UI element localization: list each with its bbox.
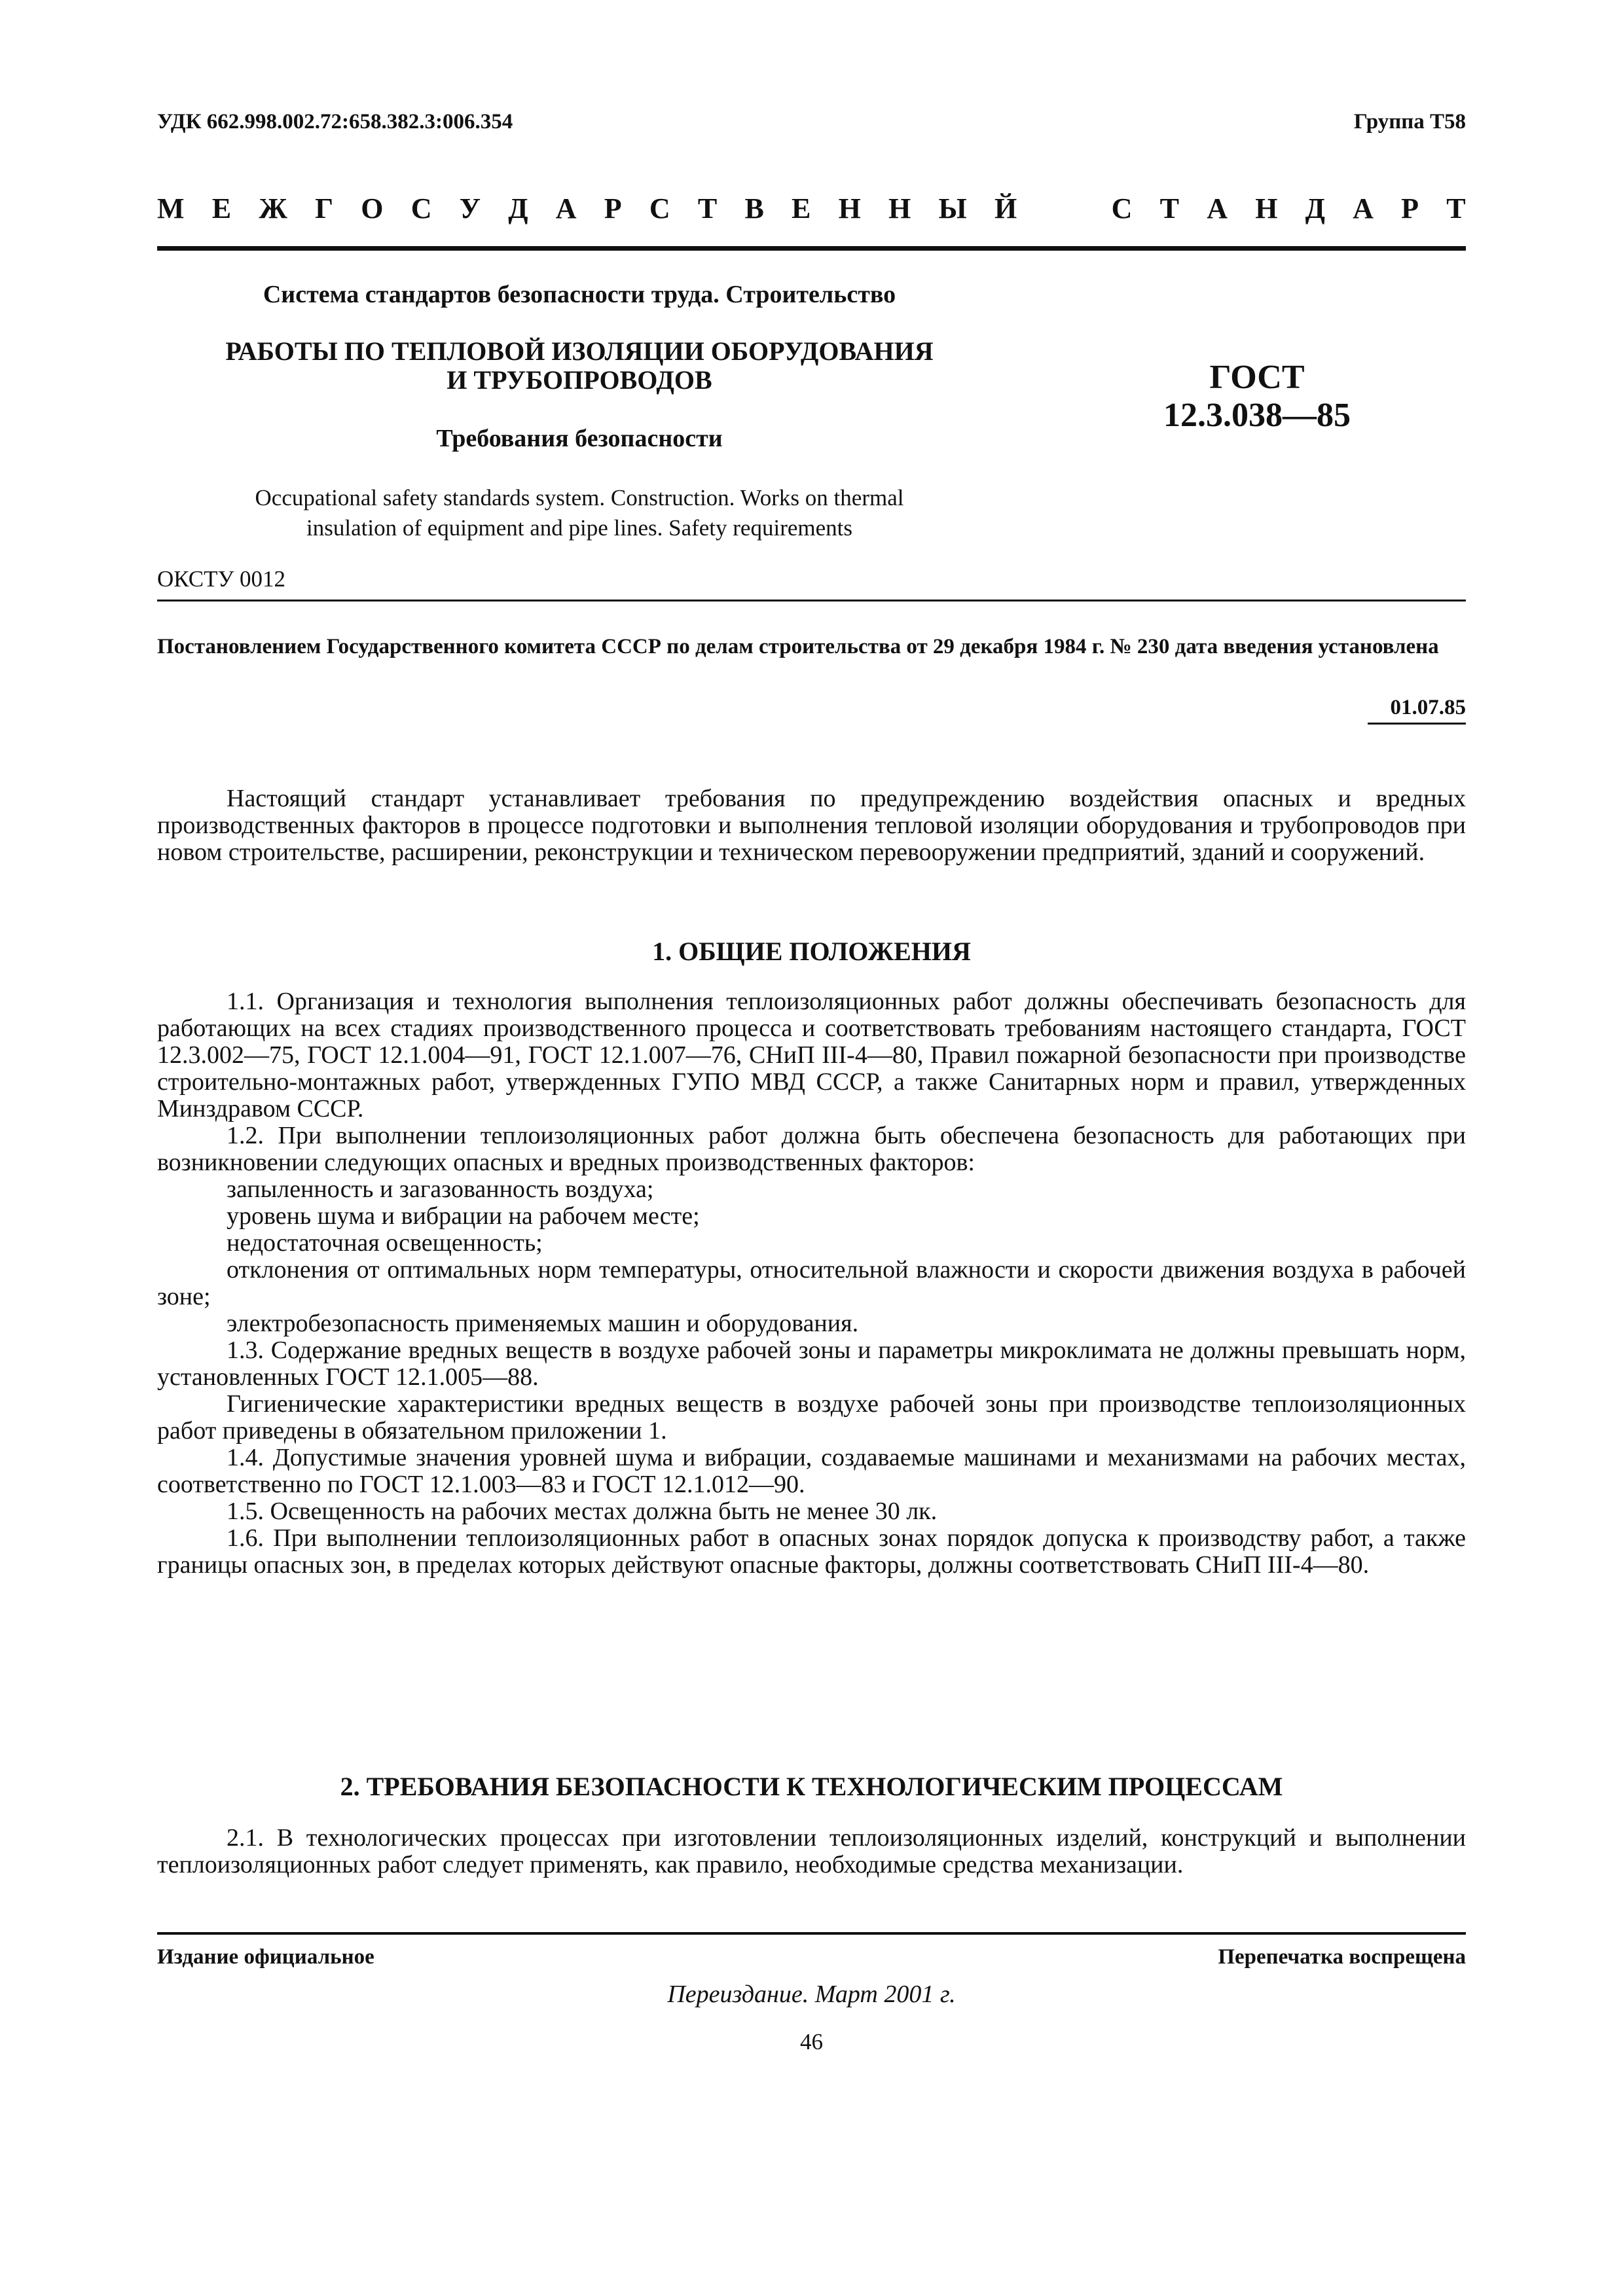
list-item: уровень шума и вибрации на рабочем месте; [227,1202,700,1230]
banner-letter: С [649,192,670,224]
banner-letter: Т [1446,192,1466,224]
section-2-heading: 2. ТРЕБОВАНИЯ БЕЗОПАСНОСТИ К ТЕХНОЛОГИЧЕСКИМ ПРОЦЕССАМ [340,1772,1283,1801]
paragraph-1-2: 1.2. При выполнении теплоизоляционных работ должна быть обеспечена безопасность для работающих при возникновении следующих опасных и вредных производственных факторов: [157,1122,1466,1176]
section-2-body [157,1825,1466,1878]
banner-letter: А [1353,192,1374,224]
banner-letter: Г [315,192,334,224]
banner-letter: Р [1401,192,1419,224]
header-divider [157,246,1466,251]
banner-letter: Й [994,192,1017,224]
banner-letter: Ж [259,192,287,224]
paragraph-2-1: 2.1. В технологических процессах при изготовлении теплоизоляционных изделий, конструкций и выполнении теплоизоляционных работ следует применять, как правило, необходимые средства механизации. [157,1824,1466,1878]
document-title-line: И ТРУБОПРОВОДОВ [447,365,712,395]
banner-letter: Р [604,192,622,224]
gost-designation [1113,359,1401,435]
banner-letter: Н [888,192,911,224]
paragraph-1-3-note: Гигиенические характеристики вредных веществ в воздухе рабочей зоны при производстве теплоизоляционных работ приведены в обязательном приложении 1. [157,1390,1466,1444]
banner-letter: С [1111,192,1133,224]
banner-letter: Е [792,192,811,224]
udk-code: УДК 662.998.002.72:658.382.3:006.354 [157,110,513,134]
introduction-date: 01.07.85 [1368,696,1466,725]
title-divider [157,600,1466,601]
gost-label: ГОСТ [1209,359,1305,396]
list-item: отклонения от оптимальных норм температуры, относительной влажности и скорости движения воздуха в рабочей зоне; [157,1256,1466,1310]
paragraph-1-1: 1.1. Организация и технология выполнения теплоизоляционных работ должны обеспечивать безопасность для работающих на всех стадиях производственного процесса и соответствовать требованиям настоящего стандарта, ГОСТ 12.3.002—75, ГОСТ 12.1.004—91, ГОСТ 12.1.007—76, СНиП III-4—80, Правил пожарной безопасности при производстве строительно-монтажных работ, утвержденных ГУПО МВД СССР, а также Санитарных норм и правил, утвержденных Минздравом СССР. [157,988,1466,1122]
banner-letter: О [361,192,384,224]
footer-row [157,1945,1466,1969]
document-title [157,337,1002,395]
document-subtitle: Требования безопасности [436,425,723,452]
paragraph-1-6: 1.6. При выполнении теплоизоляционных работ в опасных зонах порядок допуска к производству работ, а также границы опасных зон, в пределах которых действуют опасные факторы, должны соответствовать СНиП III-4—80. [157,1524,1466,1579]
section-1-body [157,988,1466,1579]
banner-letter: Ы [938,192,967,224]
reprint-prohibited-label: Перепечатка воспрещена [1218,1945,1466,1969]
okstu-code: ОКСТУ 0012 [157,566,286,592]
banner-letter: А [555,192,577,224]
list-item: недостаточная освещенность; [227,1229,543,1257]
page-number: 46 [800,2029,823,2054]
banner-letter: Т [1159,192,1179,224]
banner-letter: Д [508,192,528,224]
interstate-standard-banner [157,182,1466,234]
header-row [157,110,1466,149]
banner-letter: Е [211,192,232,224]
footer-divider [157,1932,1466,1935]
banner-letter: Н [1255,192,1278,224]
paragraph-1-3: 1.3. Содержание вредных веществ в воздухе рабочей зоны и параметры микроклимата не должны превышать норм, установленных ГОСТ 12.1.005—88. [157,1336,1466,1391]
banner-letter: Н [838,192,861,224]
banner-letter: Д [1305,192,1325,224]
gost-number: 12.3.038—85 [1163,397,1351,434]
banner-letter: М [157,192,185,224]
group-code: Группа Т58 [1353,110,1466,134]
english-title-line: insulation of equipment and pipe lines. Safety requirements [306,515,852,541]
list-item: запыленность и загазованность воздуха; [227,1175,654,1203]
decree-text: Постановлением Государственного комитета СССР по делам строительства от 29 декабря 1984 г. № 230 дата введения установлена [157,635,1439,658]
banner-letter: С [410,192,432,224]
banner-letter: У [459,192,481,224]
paragraph: Настоящий стандарт устанавливает требования по предупреждению воздействия опасных и вредных производственных факторов в процессе подготовки и выполнения тепловой изоляции оборудования и трубопроводов при новом строительстве, расширении, реконструкции и техническом перевооружении предприятий, зданий и сооружений. [157,785,1466,866]
list-item: электробезопасность применяемых машин и оборудования. [227,1310,859,1337]
paragraph-1-4: 1.4. Допустимые значения уровней шума и вибрации, создаваемые машинами и механизмами на рабочих местах, соответственно по ГОСТ 12.1.003—83 и ГОСТ 12.1.012—90. [157,1444,1466,1498]
document-title-line: РАБОТЫ ПО ТЕПЛОВОЙ ИЗОЛЯЦИИ ОБОРУДОВАНИЯ [225,336,934,366]
banner-letter: Т [697,192,718,224]
english-title-line: Occupational safety standards system. Construction. Works on thermal [255,485,904,511]
banner-letter: А [1207,192,1228,224]
paragraph-1-5: 1.5. Освещенность на рабочих местах должна быть не менее 30 лк. [227,1498,938,1525]
banner-letter: В [744,192,764,224]
section-1-heading: 1. ОБЩИЕ ПОЛОЖЕНИЯ [652,937,971,966]
standards-system-line: Система стандартов безопасности труда. Строительство [263,281,896,308]
reissue-note: Переиздание. Март 2001 г. [667,1981,956,2008]
intro-paragraph [157,785,1466,866]
english-title [157,483,1002,543]
official-edition-label: Издание официальное [157,1945,374,1969]
